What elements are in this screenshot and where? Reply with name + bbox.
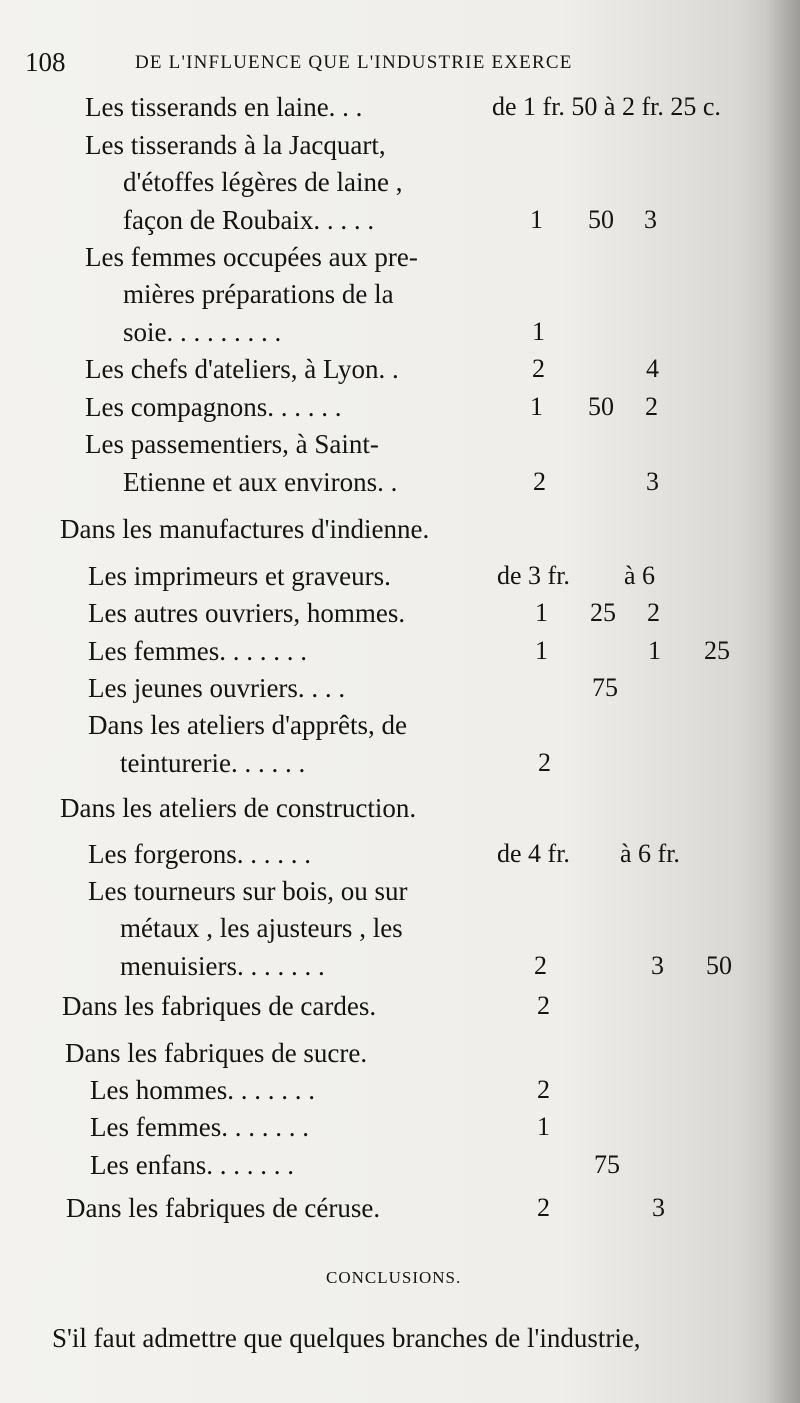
text-line: soie. . . . . . . . . <box>123 317 282 347</box>
text-line: Dans les fabriques de cardes. <box>62 991 377 1021</box>
wage-value: 50 <box>706 951 732 980</box>
text-line: Les tisserands à la Jacquart, <box>85 130 386 160</box>
wage-value: 1 <box>530 392 543 421</box>
wage-value: 2 <box>533 467 546 496</box>
wage-value: 75 <box>592 673 618 702</box>
wage-value: de 1 fr. 50 à 2 fr. 25 c. <box>492 92 721 121</box>
text-line: Les tourneurs sur bois, ou sur <box>88 876 408 906</box>
text-line: Dans les manufactures d'indienne. <box>60 514 430 544</box>
wage-value: 1 <box>535 636 548 665</box>
text-line: Les passementiers, à Saint- <box>85 429 379 459</box>
text-line: Les jeunes ouvriers. . . . <box>88 673 346 703</box>
wage-value: 1 <box>648 636 661 665</box>
text-line: Les forgerons. . . . . . <box>88 839 311 869</box>
text-line: Dans les ateliers d'apprêts, de <box>88 710 408 740</box>
wage-value: 3 <box>646 467 659 496</box>
text-line: Les chefs d'ateliers, à Lyon. . <box>85 354 399 384</box>
text-line: Les autres ouvriers, hommes. <box>88 598 406 628</box>
wage-value: 75 <box>594 1150 620 1179</box>
wage-value: de 4 fr. <box>497 839 570 868</box>
wage-value: 3 <box>644 205 657 234</box>
wage-value: 1 <box>537 1112 550 1141</box>
text-line: Les compagnons. . . . . . <box>85 392 342 422</box>
text-line: Les femmes. . . . . . . <box>90 1112 309 1142</box>
text-line: métaux , les ajusteurs , les <box>120 913 403 943</box>
wage-value: 50 <box>588 205 614 234</box>
wage-value: 1 <box>535 598 548 627</box>
wage-value: 2 <box>534 951 547 980</box>
running-title: DE L'INFLUENCE QUE L'INDUSTRIE EXERCE <box>135 52 573 73</box>
text-line: mières préparations de la <box>123 279 394 309</box>
text-line: Etienne et aux environs. . <box>123 467 398 497</box>
text-line: menuisiers. . . . . . . <box>120 951 325 981</box>
text-line: S'il faut admettre que quelques branches de l'industrie, <box>52 1323 641 1353</box>
text-line: Les tisserands en laine. . . <box>85 92 363 122</box>
wage-value: 2 <box>647 598 660 627</box>
wage-value: 1 <box>530 205 543 234</box>
wage-value: 3 <box>651 951 664 980</box>
wage-value: à 6 fr. <box>620 839 680 868</box>
text-line: Dans les ateliers de construction. <box>60 793 417 823</box>
text-line: Les imprimeurs et graveurs. <box>88 561 391 591</box>
text-line: d'étoffes légères de laine , <box>123 167 403 197</box>
wage-value: 25 <box>704 636 730 665</box>
wage-value: 4 <box>646 354 659 383</box>
wage-value: 2 <box>645 392 658 421</box>
wage-value: 50 <box>588 392 614 421</box>
text-line: Les femmes. . . . . . . <box>88 636 307 666</box>
text-line: teinturerie. . . . . . <box>120 748 306 778</box>
conclusions-heading: CONCLUSIONS. <box>326 1268 462 1287</box>
text-line: Dans les fabriques de sucre. <box>65 1038 368 1068</box>
text-line: Les enfans. . . . . . . <box>90 1150 294 1180</box>
text-line: façon de Roubaix. . . . . <box>123 205 375 235</box>
wage-value: 1 <box>532 317 545 346</box>
wage-value: à 6 <box>624 561 656 590</box>
wage-value: de 3 fr. <box>497 561 570 590</box>
wage-value: 25 <box>590 598 616 627</box>
wage-value: 2 <box>537 1075 550 1104</box>
wage-value: 3 <box>652 1193 665 1222</box>
page-number: 108 <box>25 47 66 77</box>
page-edge-shadow <box>766 0 800 1403</box>
wage-value: 2 <box>537 991 550 1020</box>
text-line: Les femmes occupées aux pre- <box>85 242 418 272</box>
wage-value: 2 <box>532 354 545 383</box>
text-line: Dans les fabriques de céruse. <box>66 1193 381 1223</box>
text-line: Les hommes. . . . . . . <box>90 1075 315 1105</box>
wage-value: 2 <box>538 748 551 777</box>
wage-value: 2 <box>537 1193 550 1222</box>
